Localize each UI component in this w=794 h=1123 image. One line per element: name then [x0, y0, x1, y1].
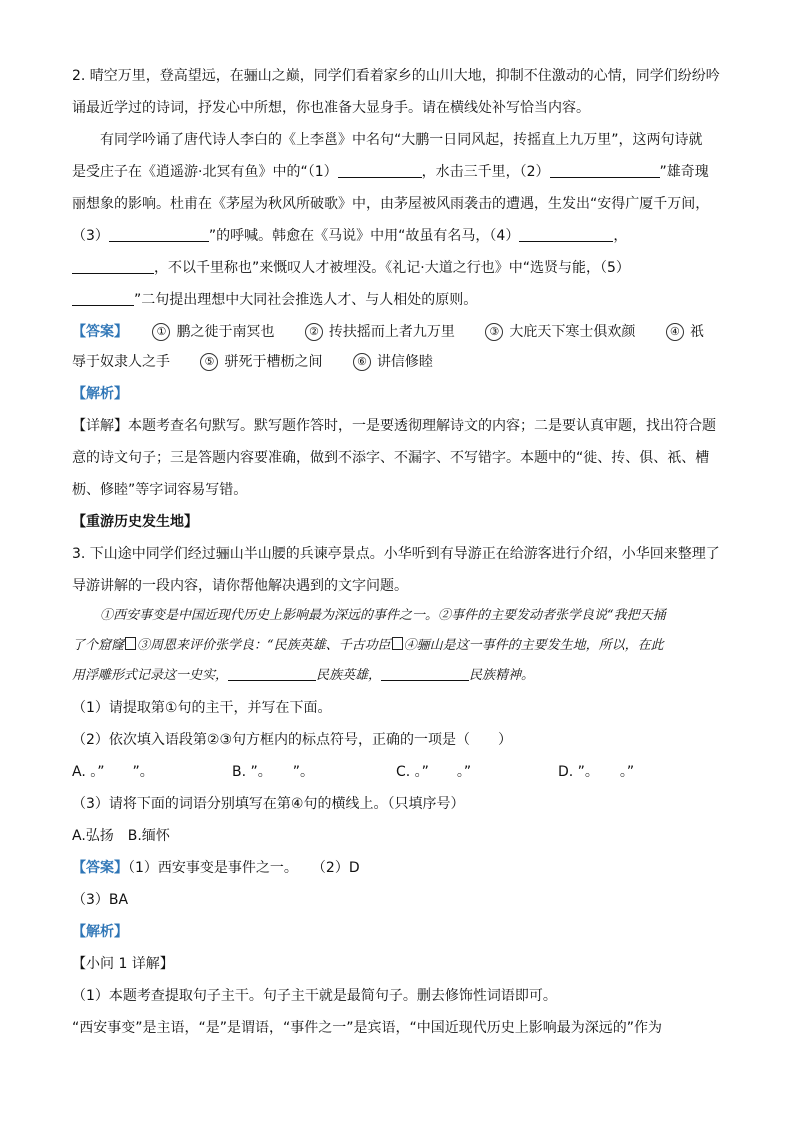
q2-detail-line-3: 枥、修睦”等字词容易写错。 — [72, 482, 248, 498]
q2-paragraph-line-1: 有同学吟诵了唐代诗人李白的《上李邕》中名句“大鹏一日同风起，抟摇直上九万里”，这两句诗就 — [100, 132, 703, 148]
option-d[interactable]: D. ”。 。” — [558, 764, 635, 780]
option-a[interactable]: A. 。” ”。 — [72, 764, 154, 780]
q2-text: ”的呼喊。韩愈在《马说》中用“故虽有名马，（4） — [208, 228, 520, 244]
q2-paragraph-line-5 — [72, 258, 630, 278]
q2-detail-line-2: 意的诗文句子；三是答题内容要准确，做到不添字、不漏字、不写错字。本题中的“徙、抟、俱、祇、槽 — [72, 450, 710, 466]
punctuation-box[interactable] — [392, 637, 403, 650]
q3-line-2: 导游讲解的一段内容，请你帮他解决遇到的文字问题。 — [72, 578, 408, 594]
q3-quote-line-3 — [72, 666, 534, 686]
q2-text: ， — [613, 228, 628, 244]
punctuation-box[interactable] — [125, 637, 136, 650]
q2-paragraph-line-4 — [72, 226, 627, 246]
q3-quote-line-2 — [72, 636, 664, 656]
answer-text: 抟扶摇而上者九万里 — [328, 324, 455, 340]
answer-item — [353, 352, 433, 372]
analysis-label: 【解析】 — [72, 924, 128, 940]
circled-number: ⑥ — [353, 353, 371, 371]
q2-text: ，不以千里称也”来慨叹人才被埋没。《礼记·大道之行也》中“选贤与能，（5） — [154, 260, 630, 276]
q2-paragraph-line-2 — [72, 162, 709, 182]
q3-line-1: 3. 下山途中同学们经过骊山半山腰的兵谏亭景点。小华听到有导游正在给游客进行介绍，小华回来整理了 — [72, 546, 720, 562]
q2-line-2: 诵最近学过的诗词，抒发心中所想，你也准备大显身手。请在横线处补写恰当内容。 — [72, 100, 590, 116]
option-b[interactable]: B. ”。 ”。 — [232, 764, 315, 780]
detail-text: 本题考查名句默写。默写题作答时，一是要透彻理解诗文的内容；二是要认真审题，找出符合题 — [128, 418, 716, 434]
answer-text: （1）西安事变是事件之一。 （2）D — [128, 860, 360, 876]
answer-text: 大庇天下寒士俱欢颜 — [509, 324, 636, 340]
q2-line-1: 2. 晴空万里，登高望远，在骊山之巅，同学们看着家乡的山川大地，抑制不住激动的心情，同学们纷纷吟 — [72, 68, 720, 84]
quote-text: 用浮雕形式记录这一史实， — [72, 668, 229, 683]
q3-detail-line-2: “西安事变”是主语，“是”是谓语，“事件之一”是宾语，“中国近现代历史上影响最为深远的”作为 — [72, 1020, 663, 1036]
quote-text: ③周恩来评价张学良：“民族英雄、千古功臣 — [137, 638, 391, 653]
answer-item — [305, 322, 455, 342]
answer-label: 【答案】 — [72, 860, 128, 876]
analysis-label: 【解析】 — [72, 386, 128, 402]
q3-sub-question-1: （1）请提取第①句的主干，并写在下面。 — [72, 700, 332, 716]
detail-label: 【详解】 — [72, 418, 128, 434]
q2-text: ”雄奇瑰 — [659, 164, 709, 180]
quote-text: ④骊山是这一事件的主要发生地，所以，在此 — [403, 638, 664, 653]
circled-number: ④ — [666, 323, 684, 341]
answer-item — [200, 352, 322, 372]
section-title: 【重游历史发生地】 — [72, 514, 198, 530]
answer-text: 骈死于槽枥之间 — [224, 354, 323, 370]
fill-blank-b[interactable] — [381, 666, 469, 681]
q2-answer-line-1 — [72, 322, 704, 342]
quote-text: 民族英雄， — [316, 668, 382, 683]
q3-sub-question-3: （3）请将下面的词语分别填写在第④句的横线上。（只填序号） — [72, 796, 465, 812]
fill-blank-3[interactable] — [109, 227, 209, 242]
q2-detail-line-1 — [72, 416, 716, 436]
circled-number: ⑤ — [200, 353, 218, 371]
answer-item — [485, 322, 635, 342]
q3-sub-question-2: （2）依次填入语段第②③句方框内的标点符号，正确的一项是（ ） — [72, 732, 513, 748]
fill-blank-5[interactable] — [72, 291, 134, 306]
answer-item — [152, 322, 274, 342]
q2-text: ，水击三千里，（2） — [421, 164, 550, 180]
answer-item — [666, 322, 704, 342]
circled-number: ② — [305, 323, 323, 341]
fill-blank-4[interactable] — [519, 227, 613, 242]
q2-paragraph-line-3: 丽想象的影响。杜甫在《茅屋为秋风所破歌》中，由茅屋被风雨袭击的遭遇，生发出“安得广厦千万间， — [72, 196, 710, 212]
fill-blank-4b[interactable] — [72, 259, 154, 274]
fill-blank-2[interactable] — [550, 163, 660, 178]
q2-text: ”二句提出理想中大同社会推选人才、与人相处的原则。 — [134, 292, 478, 308]
answer-text: 辱于奴隶人之手 — [72, 354, 170, 370]
small-question-label: 【小问 1 详解】 — [72, 956, 174, 972]
quote-text: 了个窟窿 — [72, 638, 125, 653]
answer-text: 鹏之徙于南冥也 — [176, 324, 275, 340]
quote-text: 民族精神。 — [469, 668, 535, 683]
q3-detail-line-1: （1）本题考查提取句子主干。句子主干就是最简句子。删去修饰性词语即可。 — [72, 988, 557, 1004]
q3-quote-line-1: ①西安事变是中国近现代历史上影响最为深远的事件之一。②事件的主要发动者张学良说“我把天捅 — [100, 608, 666, 623]
answer-label: 【答案】 — [72, 324, 128, 340]
q3-word-choices: A.弘扬 B.缅怀 — [72, 828, 170, 844]
answer-text: 讲信修睦 — [376, 354, 433, 370]
circled-number: ③ — [485, 323, 503, 341]
circled-number: ① — [152, 323, 170, 341]
fill-blank-a[interactable] — [228, 666, 316, 681]
q3-answer-line-1 — [72, 858, 360, 878]
q2-text: （3） — [72, 228, 109, 244]
q2-answer-line-2 — [72, 352, 459, 372]
q3-answer-line-2: （3）BA — [72, 892, 129, 908]
q2-paragraph-line-6 — [72, 290, 477, 310]
answer-text: 祇 — [689, 324, 704, 340]
option-c[interactable]: C. 。” 。” — [396, 764, 472, 780]
fill-blank-1[interactable] — [338, 163, 422, 178]
q2-text: 是受庄子在《逍遥游·北冥有鱼》中的“（1） — [72, 164, 338, 180]
